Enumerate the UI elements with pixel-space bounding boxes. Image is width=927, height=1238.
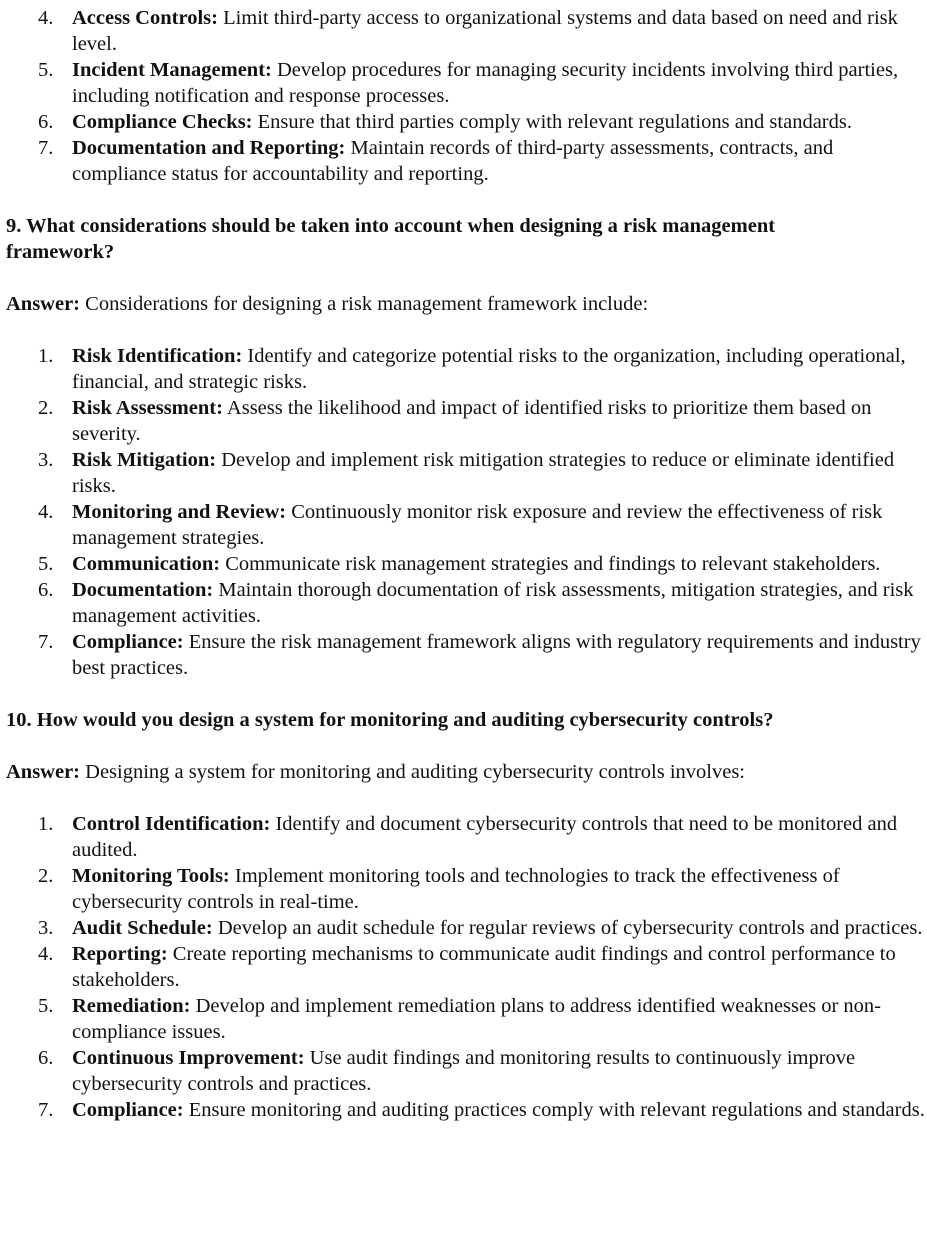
list-item bbox=[6, 1045, 927, 1097]
list-item bbox=[6, 1097, 927, 1123]
item-text: Ensure the risk management framework aligns with regulatory requirements and industry best practices. bbox=[72, 631, 921, 679]
item-text: Ensure monitoring and auditing practices comply with relevant regulations and standards. bbox=[183, 1099, 925, 1121]
item-term: Audit Schedule: bbox=[72, 917, 213, 939]
answer-label: Answer: bbox=[6, 293, 81, 315]
item-text: Identify and categorize potential risks to the organization, including operational, financial, and strategic risks. bbox=[72, 345, 906, 393]
item-term: Risk Mitigation: bbox=[72, 449, 217, 471]
list-item bbox=[6, 135, 927, 187]
list-item bbox=[6, 109, 927, 135]
item-number: 5. bbox=[38, 995, 54, 1017]
item-term: Reporting: bbox=[72, 943, 168, 965]
item-text: Develop an audit schedule for regular reviews of cybersecurity controls and practices. bbox=[212, 917, 923, 939]
list-item bbox=[6, 57, 927, 109]
answer-9-intro bbox=[6, 291, 927, 317]
item-term: Compliance: bbox=[72, 631, 184, 653]
item-number: 4. bbox=[38, 943, 54, 965]
item-number: 5. bbox=[38, 59, 54, 81]
list-item bbox=[6, 915, 927, 941]
list-item bbox=[6, 447, 927, 499]
item-text: Ensure that third parties comply with relevant regulations and standards. bbox=[252, 111, 852, 133]
item-number: 5. bbox=[38, 553, 54, 575]
list-item bbox=[6, 629, 927, 681]
item-term: Compliance Checks: bbox=[72, 111, 253, 133]
item-number: 6. bbox=[38, 111, 54, 133]
list-item bbox=[6, 577, 927, 629]
item-term: Risk Assessment: bbox=[72, 397, 223, 419]
item-text: Limit third-party access to organizational systems and data based on need and risk level. bbox=[72, 7, 898, 55]
item-text: Develop and implement risk mitigation strategies to reduce or eliminate identified risks. bbox=[72, 449, 895, 497]
answer-text: Considerations for designing a risk management framework include: bbox=[80, 293, 649, 315]
item-text: Maintain thorough documentation of risk assessments, mitigation strategies, and risk management activities. bbox=[72, 579, 914, 627]
item-number: 1. bbox=[38, 345, 54, 367]
list-item bbox=[6, 343, 927, 395]
question-10-heading: 10. How would you design a system for monitoring and auditing cybersecurity controls? bbox=[6, 709, 774, 731]
item-text: Maintain records of third-party assessments, contracts, and compliance status for accountability and reporting. bbox=[72, 137, 834, 185]
item-number: 7. bbox=[38, 1099, 54, 1121]
item-term: Continuous Improvement: bbox=[72, 1047, 305, 1069]
item-text: Develop procedures for managing security incidents involving third parties, including notification and response processes. bbox=[72, 59, 899, 107]
item-text: Assess the likelihood and impact of identified risks to prioritize them based on severity. bbox=[72, 397, 872, 445]
item-text: Create reporting mechanisms to communicate audit findings and control performance to stakeholders. bbox=[72, 943, 896, 991]
item-term: Access Controls: bbox=[72, 7, 218, 29]
list-item bbox=[6, 993, 927, 1045]
section-9-list bbox=[6, 343, 927, 681]
answer-10-intro bbox=[6, 759, 927, 785]
item-text: Identify and document cybersecurity controls that need to be monitored and audited. bbox=[72, 813, 898, 861]
item-number: 3. bbox=[38, 917, 54, 939]
item-term: Documentation and Reporting: bbox=[72, 137, 346, 159]
item-term: Risk Identification: bbox=[72, 345, 243, 367]
item-number: 2. bbox=[38, 397, 54, 419]
item-term: Incident Management: bbox=[72, 59, 272, 81]
item-term: Monitoring and Review: bbox=[72, 501, 287, 523]
item-text: Continuously monitor risk exposure and review the effectiveness of risk management strategies. bbox=[72, 501, 883, 549]
item-number: 1. bbox=[38, 813, 54, 835]
list-item bbox=[6, 395, 927, 447]
item-number: 4. bbox=[38, 7, 54, 29]
item-number: 2. bbox=[38, 865, 54, 887]
item-term: Monitoring Tools: bbox=[72, 865, 230, 887]
item-text: Communicate risk management strategies and findings to relevant stakeholders. bbox=[220, 553, 881, 575]
answer-text: Designing a system for monitoring and auditing cybersecurity controls involves: bbox=[80, 761, 746, 783]
item-term: Remediation: bbox=[72, 995, 191, 1017]
list-item bbox=[6, 941, 927, 993]
item-text: Use audit findings and monitoring results to continuously improve cybersecurity controls and practices. bbox=[72, 1047, 856, 1095]
list-item bbox=[6, 551, 927, 577]
item-term: Control Identification: bbox=[72, 813, 271, 835]
list-item bbox=[6, 863, 927, 915]
item-number: 4. bbox=[38, 501, 54, 523]
item-number: 3. bbox=[38, 449, 54, 471]
answer-label: Answer: bbox=[6, 761, 81, 783]
list-item bbox=[6, 499, 927, 551]
item-text: Develop and implement remediation plans to address identified weaknesses or non-compliance issues. bbox=[72, 995, 881, 1043]
list-item bbox=[6, 5, 927, 57]
item-term: Compliance: bbox=[72, 1099, 184, 1121]
item-term: Documentation: bbox=[72, 579, 214, 601]
item-number: 7. bbox=[38, 137, 54, 159]
section-10-list bbox=[6, 811, 927, 1123]
item-term: Communication: bbox=[72, 553, 221, 575]
question-9-heading: 9. What considerations should be taken into account when designing a risk management framework? bbox=[6, 215, 776, 263]
item-number: 6. bbox=[38, 1047, 54, 1069]
item-text: Implement monitoring tools and technologies to track the effectiveness of cybersecurity controls in real-time. bbox=[72, 865, 840, 913]
item-number: 7. bbox=[38, 631, 54, 653]
list-item bbox=[6, 811, 927, 863]
item-number: 6. bbox=[38, 579, 54, 601]
section-8-list bbox=[6, 5, 927, 187]
